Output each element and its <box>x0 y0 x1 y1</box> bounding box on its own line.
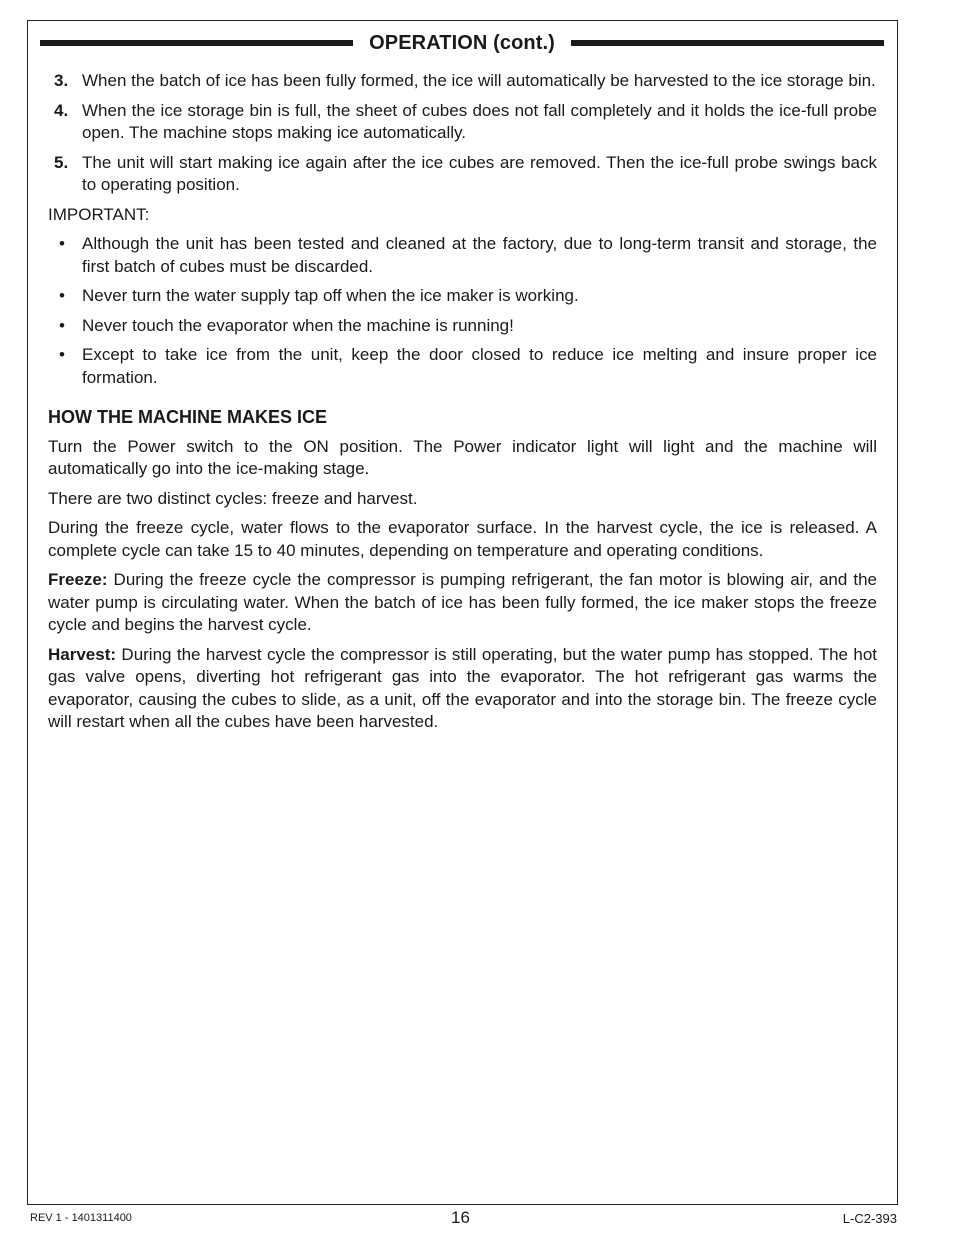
step-item <box>48 152 877 197</box>
important-list <box>48 233 877 389</box>
header-rule-right <box>571 40 884 46</box>
list-item <box>48 315 877 338</box>
step-number: 4. <box>54 100 69 120</box>
paragraph: There are two distinct cycles: freeze and harvest. <box>48 488 418 508</box>
harvest-paragraph <box>48 644 877 734</box>
bullet-icon: • <box>59 234 65 253</box>
step-text: When the ice storage bin is full, the sheet of cubes does not fall completely and it holds the ice-full probe open. The machine stops making ice automatically. <box>82 100 877 142</box>
list-item-text: Although the unit has been tested and cleaned at the factory, due to long-term transit and storage, the first batch of cubes must be discarded. <box>82 234 877 276</box>
step-item <box>48 70 877 93</box>
harvest-text: During the harvest cycle the compressor is still operating, but the water pump has stopped. The hot gas valve opens, diverting hot refrigerant gas into the evaporator. The hot refrigerant gas warms the evaporator, causing the cubes to slide, as a unit, off the evaporator and into the storage bin. The freeze cycle will restart when all the cubes have been harvested. <box>48 644 877 731</box>
list-item-text: Never turn the water supply tap off when the ice maker is working. <box>82 286 579 305</box>
page-number: 16 <box>451 1208 470 1227</box>
step-item <box>48 100 877 145</box>
list-item-text: Except to take ice from the unit, keep the door closed to reduce ice melting and insure proper ice formation. <box>82 345 877 387</box>
bullet-icon: • <box>59 286 65 305</box>
paragraph: During the freeze cycle, water flows to the evaporator surface. In the harvest cycle, the ice is released. A complete cycle can take 15 to 40 minutes, depending on temperature and operating conditions. <box>48 518 877 560</box>
section-header <box>40 28 884 58</box>
list-item-text: Never touch the evaporator when the machine is running! <box>82 315 514 335</box>
step-text: The unit will start making ice again after the ice cubes are removed. Then the ice-full probe swings back to operating position. <box>82 152 877 194</box>
revision-label: REV 1 - 1401311400 <box>30 1212 132 1224</box>
section-heading: HOW THE MACHINE MAKES ICE <box>48 407 327 427</box>
harvest-label: Harvest: <box>48 644 117 664</box>
step-number: 3. <box>54 71 69 90</box>
bullet-icon: • <box>59 315 65 335</box>
bullet-icon: • <box>59 345 65 364</box>
main-content <box>48 70 877 741</box>
list-item <box>48 344 877 389</box>
step-number: 5. <box>54 152 69 172</box>
header-rule-left <box>40 40 353 46</box>
page-title: OPERATION (cont.) <box>369 31 555 54</box>
freeze-label: Freeze: <box>48 570 108 589</box>
freeze-paragraph <box>48 569 877 637</box>
document-code: L-C2-393 <box>842 1211 897 1226</box>
step-text: When the batch of ice has been fully formed, the ice will automatically be harvested to the ice storage bin. <box>82 71 876 90</box>
paragraph: Turn the Power switch to the ON position. The Power indicator light will light and the machine will automatically go into the ice-making stage. <box>48 436 877 478</box>
list-item <box>48 233 877 278</box>
important-label: IMPORTANT: <box>48 204 150 224</box>
freeze-text: During the freeze cycle the compressor is pumping refrigerant, the fan motor is blowing air, and the water pump is circulating water. When the batch of ice has been fully formed, the ice maker stops the freeze cycle and begins the harvest cycle. <box>48 570 877 634</box>
list-item <box>48 285 877 308</box>
